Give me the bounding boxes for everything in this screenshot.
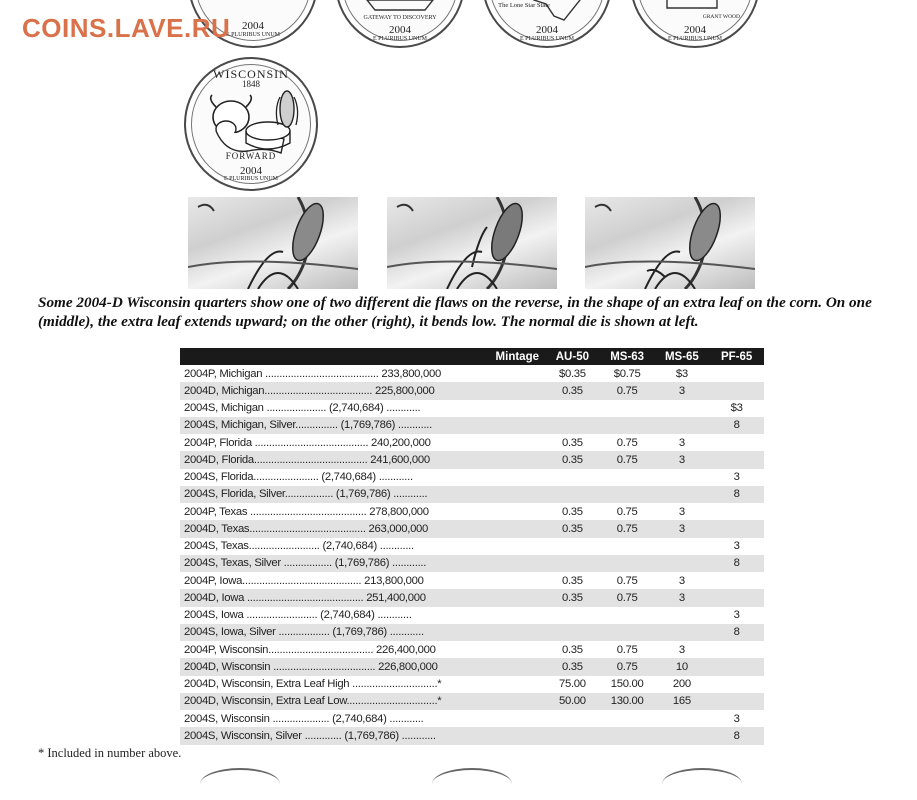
row-value (545, 607, 600, 624)
row-value: 8 (709, 486, 764, 503)
row-label: 2004D, Florida........................................ 241,600,000 (180, 451, 545, 468)
row-value (545, 555, 600, 572)
row-label: 2004S, Wisconsin .................... (2,740,684) ............ (184, 712, 424, 725)
header-pf65: PF-65 (709, 348, 764, 365)
row-label: 2004P, Iowa.......................................... 213,800,000 (184, 574, 424, 587)
row-value: 3 (733, 471, 740, 484)
row-value: 150.00 (610, 678, 644, 691)
coin-motto: E PLURIBUS UNUM (667, 36, 722, 42)
table-row (180, 486, 764, 503)
row-label: 2004S, Florida, Silver................. (1,769,786) ............ (180, 486, 545, 503)
row-label: 2004D, Texas......................................... 263,000,000 (180, 520, 545, 537)
row-value: 0.75 (600, 520, 655, 537)
table-row (180, 624, 764, 641)
row-value: 3 (678, 436, 685, 449)
row-label: 2004S, Michigan ..................... (2,740,684) ............ (184, 402, 421, 415)
row-value: 0.75 (600, 658, 655, 675)
row-value: 3 (733, 540, 740, 553)
row-value (709, 365, 764, 382)
footnote: * Included in number above. (38, 746, 182, 760)
coin-year: 2004 (242, 20, 264, 32)
row-value (709, 572, 764, 589)
table-row (180, 520, 764, 537)
header-ms63: MS-63 (600, 348, 655, 365)
row-value: 8 (709, 555, 764, 572)
row-label: 2004P, Michigan ........................................ 233,800,000 (184, 367, 441, 380)
row-value (709, 589, 764, 606)
corn-closeup-icon (387, 197, 557, 289)
header-ms65: MS-65 (655, 348, 710, 365)
row-value: 10 (655, 658, 710, 675)
row-value (655, 710, 710, 727)
table-row (180, 658, 764, 675)
table-row (180, 727, 764, 744)
table-row (180, 710, 764, 727)
row-value (545, 486, 600, 503)
mintage-price-table (180, 348, 764, 745)
table-row (180, 641, 764, 658)
row-label: 2004S, Iowa ......................... (2,740,684) ............ (184, 609, 412, 622)
row-value (600, 400, 655, 417)
photo-caption: Some 2004-D Wisconsin quarters show one of two different die flaws on the reverse, in the shape of an extra leaf on the corn. On one (middle), the extra leaf extends upward; on the other (right), it bends low. The normal die is shown at left. (38, 294, 872, 330)
row-value: 0.35 (545, 589, 600, 606)
coin-motto: E PLURIBUS UNUM (225, 32, 280, 38)
table-row (180, 676, 764, 693)
row-value (709, 676, 764, 693)
row-value (655, 624, 710, 641)
coin-iowa (630, 0, 760, 48)
watermark: COINS.LAVE.RU (22, 13, 231, 43)
row-value: 0.35 (561, 436, 583, 449)
row-value (600, 417, 655, 434)
row-value: 0.75 (600, 451, 655, 468)
row-value: 0.35 (545, 520, 600, 537)
row-value: 8 (709, 417, 764, 434)
table-row (180, 417, 764, 434)
row-value: 0.75 (616, 574, 638, 587)
coin-year: 2004 (389, 24, 411, 36)
coin-year: 2004 (536, 24, 558, 36)
table-row (180, 607, 764, 624)
row-value: $0.75 (613, 367, 641, 380)
die-photo-extra-leaf-low (585, 197, 755, 289)
row-value: 3 (678, 505, 685, 518)
table-row (180, 469, 764, 486)
row-value (600, 624, 655, 641)
row-value (709, 434, 764, 451)
table-row (180, 503, 764, 520)
table-header-row (180, 348, 764, 365)
row-value (709, 520, 764, 537)
row-value: 3 (733, 712, 740, 725)
row-value (545, 469, 600, 486)
row-value (545, 538, 600, 555)
table-row (180, 693, 764, 710)
row-value: 0.75 (616, 505, 638, 518)
row-value (655, 727, 710, 744)
row-value (709, 693, 764, 710)
row-value (709, 451, 764, 468)
row-value: 75.00 (558, 678, 586, 691)
row-value (655, 555, 710, 572)
row-value (600, 538, 655, 555)
row-value: 8 (709, 727, 764, 744)
row-label: 2004S, Texas, Silver ................. (1,769,786) ............ (180, 555, 545, 572)
row-value: 8 (709, 624, 764, 641)
row-value (709, 503, 764, 520)
corn-closeup-icon (585, 197, 755, 289)
header-au50: AU-50 (545, 348, 600, 365)
coin-legend: GRANT WOOD (702, 14, 740, 20)
coin-ribbon: FORWARD (225, 151, 277, 161)
coin-texas (482, 0, 612, 48)
coin-year: 2004 (240, 165, 262, 177)
row-value: 0.35 (545, 658, 600, 675)
row-value: 3 (655, 382, 710, 399)
row-value: 0.35 (545, 382, 600, 399)
row-value: 3 (655, 589, 710, 606)
row-value (655, 486, 710, 503)
table-row (180, 555, 764, 572)
header-mintage: Mintage (180, 348, 545, 365)
table-row (180, 572, 764, 589)
row-label: 2004S, Florida....................... (2,740,684) ............ (184, 471, 413, 484)
coin-florida (335, 0, 465, 48)
row-value: 50.00 (545, 693, 600, 710)
table-row (180, 434, 764, 451)
row-label: 2004D, Wisconsin .................................... 226,800,000 (180, 658, 545, 675)
die-photo-normal (188, 197, 358, 289)
row-value (655, 417, 710, 434)
row-label: 2004P, Florida ........................................ 240,200,000 (184, 436, 431, 449)
row-value: 3 (678, 643, 685, 656)
coin-wisconsin (184, 57, 318, 191)
row-value (709, 382, 764, 399)
row-label: 2004D, Iowa ......................................... 251,400,000 (180, 589, 545, 606)
row-value: 0.75 (616, 436, 638, 449)
row-value: 0.75 (616, 643, 638, 656)
row-value (545, 710, 600, 727)
row-value: 0.75 (600, 589, 655, 606)
table-row (180, 400, 764, 417)
coin-edge-cropped (432, 768, 512, 800)
row-label: 2004D, Wisconsin, Extra Leaf High ..............................* (184, 678, 442, 691)
row-value: 130.00 (600, 693, 655, 710)
row-label: 2004D, Wisconsin, Extra Leaf Low................................* (180, 693, 545, 710)
table-row (180, 451, 764, 468)
row-value: 0.35 (561, 505, 583, 518)
table-row (180, 382, 764, 399)
coin-motto: E PLURIBUS UNUM (223, 176, 278, 182)
die-photo-extra-leaf-high (387, 197, 557, 289)
row-label: 2004D, Michigan...................................... 225,800,000 (180, 382, 545, 399)
row-value: 0.35 (561, 643, 583, 656)
coin-state-name: WISCONSIN (213, 67, 289, 81)
row-label: 2004S, Wisconsin, Silver ............. (1,769,786) ............ (180, 727, 545, 744)
row-value (655, 400, 710, 417)
row-label: 2004S, Michigan, Silver............... (1,769,786) ............ (180, 417, 545, 434)
row-label: 2004P, Texas ......................................... 278,800,000 (184, 505, 429, 518)
row-label: 2004P, Wisconsin..................................... 226,400,000 (184, 643, 436, 656)
row-value (655, 607, 710, 624)
row-value: 0.35 (561, 574, 583, 587)
coin-year: 2004 (684, 24, 706, 36)
table-row (180, 365, 764, 382)
coin-edge-cropped (662, 768, 742, 800)
row-value (709, 658, 764, 675)
coin-edge-cropped (200, 768, 280, 800)
row-value (545, 417, 600, 434)
row-value (545, 624, 600, 641)
coin-motto: E PLURIBUS UNUM (372, 36, 427, 42)
row-value: $3 (730, 402, 743, 415)
coin-legend: GATEWAY TO DISCOVERY (363, 15, 437, 21)
coin-legend: The Lone Star State (498, 2, 550, 9)
row-label: 2004S, Texas......................... (2,740,684) ............ (184, 540, 414, 553)
row-value (600, 555, 655, 572)
row-value (600, 486, 655, 503)
row-value: 165 (655, 693, 710, 710)
row-label: 2004S, Iowa, Silver .................. (1,769,786) ............ (180, 624, 545, 641)
row-value (545, 727, 600, 744)
row-value: 3 (655, 451, 710, 468)
table-row (180, 589, 764, 606)
row-value: 3 (655, 520, 710, 537)
row-value (655, 469, 710, 486)
corn-closeup-icon (188, 197, 358, 289)
row-value: 3 (678, 574, 685, 587)
row-value: 0.35 (545, 451, 600, 468)
row-value: 0.75 (600, 382, 655, 399)
coin-motto: E PLURIBUS UNUM (519, 36, 574, 42)
table-row (180, 538, 764, 555)
row-value (600, 727, 655, 744)
row-value: 200 (672, 678, 691, 691)
coin-statehood-year: 1848 (242, 79, 260, 89)
row-value: $3 (675, 367, 688, 380)
row-value (600, 469, 655, 486)
row-value (600, 710, 655, 727)
row-value (545, 400, 600, 417)
row-value (600, 607, 655, 624)
row-value (655, 538, 710, 555)
row-value (709, 641, 764, 658)
row-value: 3 (733, 609, 740, 622)
row-value: $0.35 (558, 367, 586, 380)
